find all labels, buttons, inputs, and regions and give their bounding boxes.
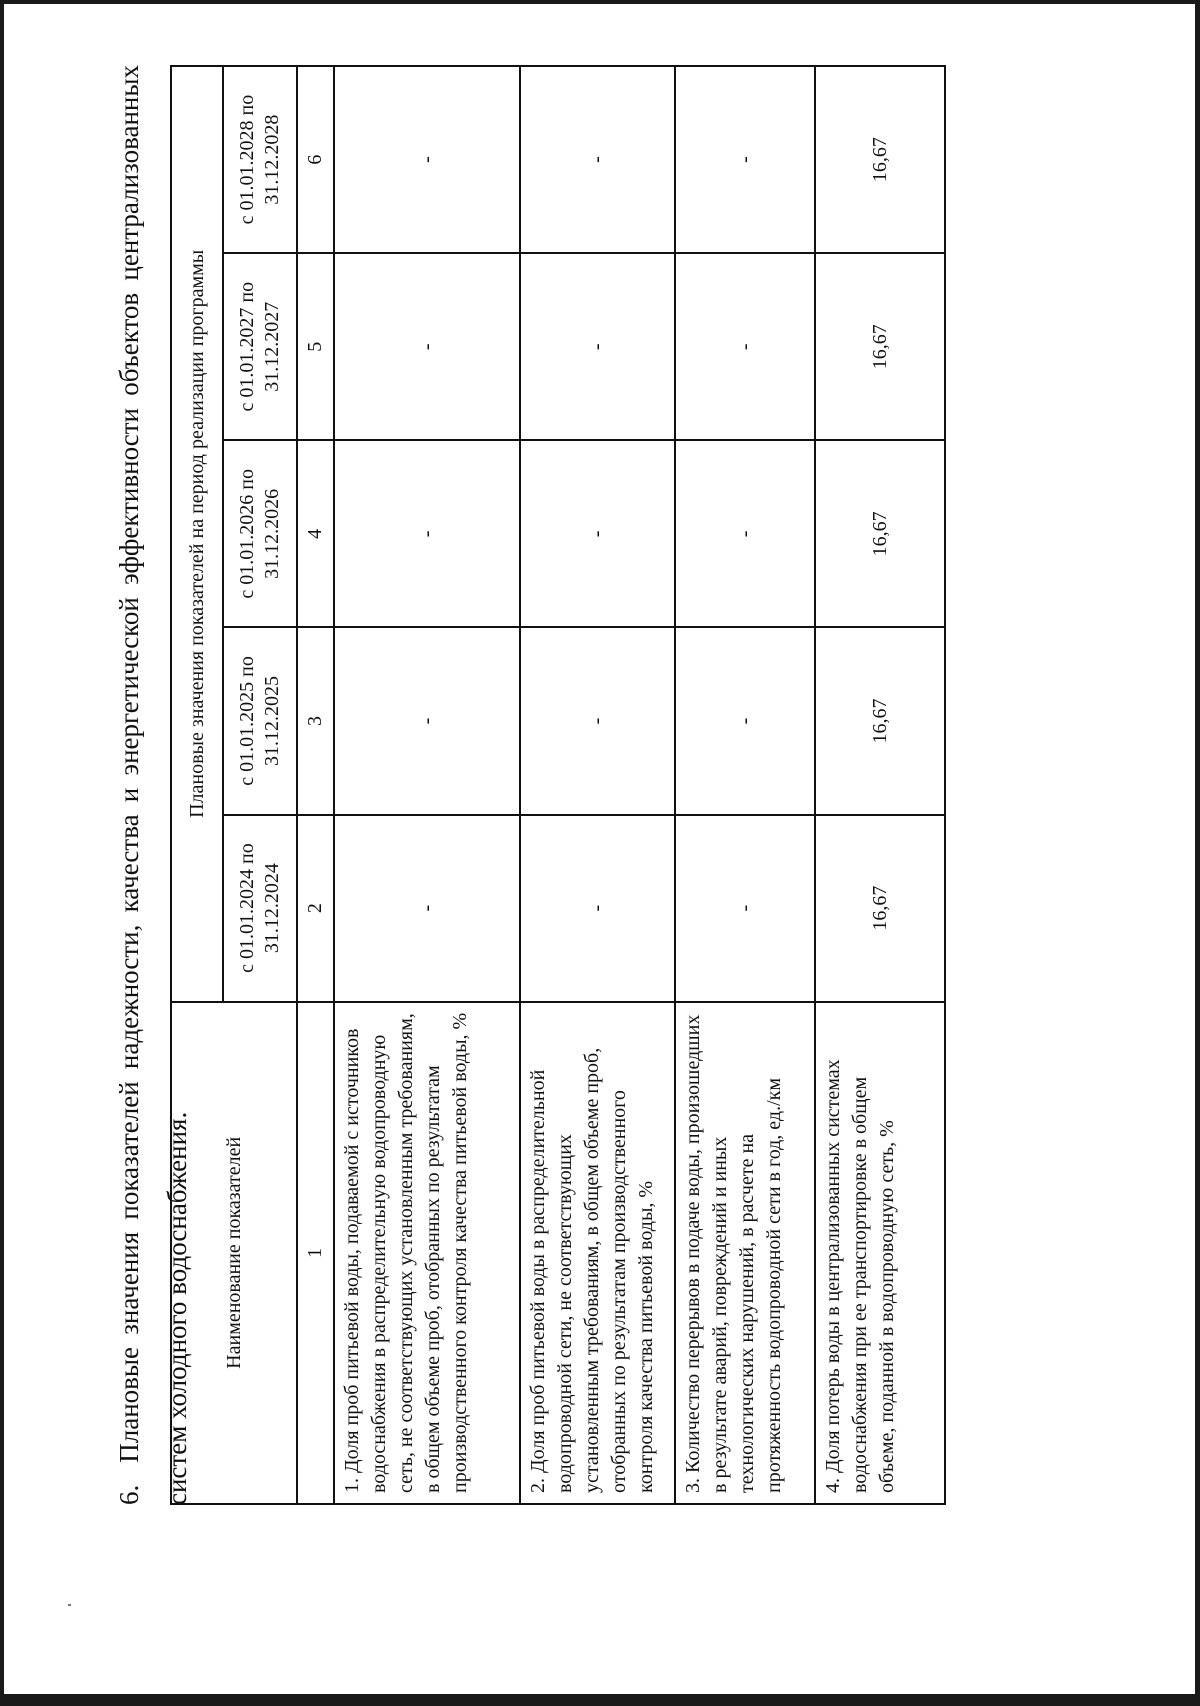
indicator-value: 16,67	[815, 440, 945, 627]
indicator-value: -	[520, 627, 675, 814]
indicator-value: -	[334, 440, 520, 627]
column-number: 1	[297, 1002, 334, 1504]
indicator-value: -	[334, 627, 520, 814]
period-header: с 01.01.2028 по 31.12.2028	[223, 66, 297, 253]
scan-edge-left	[0, 0, 4, 1706]
indicator-name: 4. Доля потерь воды в централизованных системах водоснабжения при ее транспортировке в общем объеме, поданной в водопроводную сеть, %	[815, 1002, 945, 1504]
indicator-value: -	[520, 815, 675, 1002]
section-number: 6.	[114, 1484, 144, 1505]
indicator-value: 16,67	[815, 66, 945, 253]
indicator-value: 16,67	[815, 627, 945, 814]
table-row	[520, 66, 675, 1504]
table-row	[334, 66, 520, 1504]
scan-speck	[68, 1604, 71, 1606]
table-row	[815, 66, 945, 1504]
period-header: с 01.01.2025 по 31.12.2025	[223, 627, 297, 814]
indicator-value: -	[675, 440, 815, 627]
rotated-page	[100, 35, 1100, 1535]
column-number: 6	[297, 66, 334, 253]
indicators-table	[170, 65, 946, 1505]
name-column-header: Наименование показателей	[171, 1002, 297, 1504]
indicator-value: -	[334, 253, 520, 440]
indicator-value: 16,67	[815, 253, 945, 440]
indicator-value: -	[675, 627, 815, 814]
indicator-name: 1. Доля проб питьевой воды, подаваемой с источников водоснабжения в распределительную водопроводную сеть, не соответствующих установленным требованиям, в общем объеме проб, отобранных по результатам производственного контроля качества питьевой воды, %	[334, 1002, 520, 1504]
header-row-group	[171, 66, 223, 1504]
indicator-value: -	[520, 253, 675, 440]
indicator-value: -	[520, 440, 675, 627]
scan-edge-top	[0, 0, 1200, 4]
column-number-row	[297, 66, 334, 1504]
indicator-value: -	[334, 815, 520, 1002]
indicator-value: -	[675, 66, 815, 253]
table-row	[675, 66, 815, 1504]
indicator-value: -	[520, 66, 675, 253]
scan-edge-right	[1195, 0, 1200, 1706]
section-title: Плановые значения показателей надежности, качества и энергетической эффективности объектов централизованных систем холодного водоснабжения.	[114, 65, 192, 1505]
scan-edge-bottom	[0, 1694, 1200, 1706]
indicator-name: 2. Доля проб питьевой воды в распределительной водопроводной сети, не соответствующих установленным требованиям, в общем объеме проб, отобранных по результатам производственного контроля качества питьевой воды, %	[520, 1002, 675, 1504]
column-number: 3	[297, 627, 334, 814]
column-number: 4	[297, 440, 334, 627]
indicator-name: 3. Количество перерывов в подаче воды, произошедших в результате аварий, повреждений и иных технологических нарушений, в расчете на протяженность водопроводной сети в год, ед./км	[675, 1002, 815, 1504]
period-header: с 01.01.2026 по 31.12.2026	[223, 440, 297, 627]
column-number: 2	[297, 815, 334, 1002]
period-header: с 01.01.2024 по 31.12.2024	[223, 815, 297, 1002]
indicator-value: -	[675, 253, 815, 440]
indicator-value: -	[334, 66, 520, 253]
group-header: Плановые значения показателей на период реализации программы	[171, 66, 223, 1002]
column-number: 5	[297, 253, 334, 440]
period-header: с 01.01.2027 по 31.12.2027	[223, 253, 297, 440]
indicator-value: 16,67	[815, 815, 945, 1002]
indicator-value: -	[675, 815, 815, 1002]
